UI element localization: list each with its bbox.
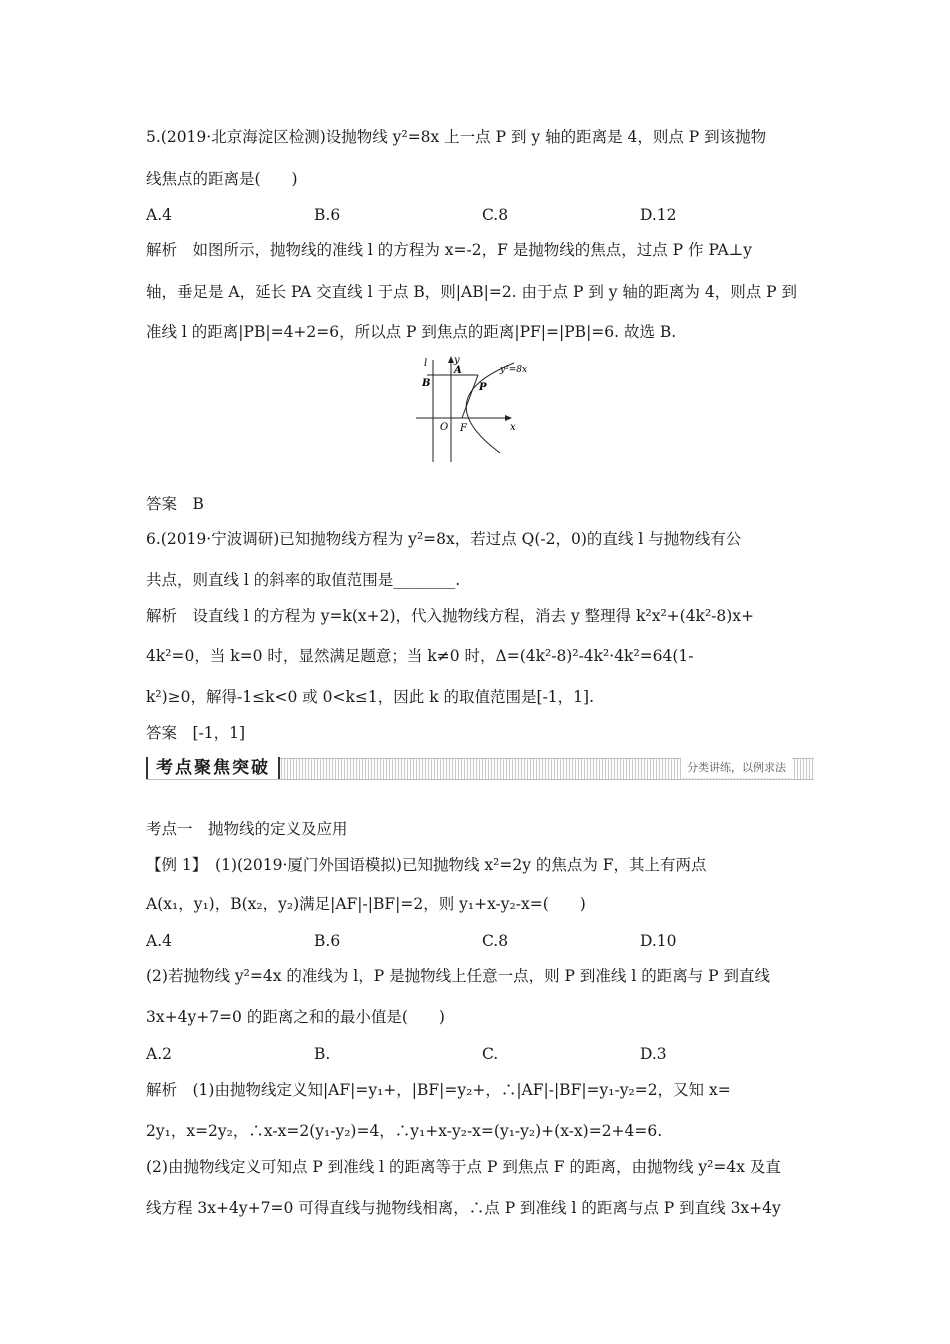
q5-stem-line-2: 线焦点的距离是( ) <box>146 170 298 188</box>
ex1-solution-line-2: 2y₁，x=2y₂，∴x-x=2(y₁-y₂)=4，∴y₁+x-y₂-x=(y₁-y₂)+(x-x)=2+4=6. <box>146 1122 663 1140</box>
section-heading: 考点一 抛物线的定义及应用 <box>146 820 348 838</box>
ex1-part2-option-d: D.3 <box>640 1045 667 1063</box>
q6-stem-line-1: 6.(2019·宁波调研)已知抛物线方程为 y²=8x，若过点 Q(-2，0)的直线 l 与抛物线有公 <box>146 530 742 548</box>
q5-option-b: B.6 <box>314 206 341 224</box>
q5-answer: 答案 B <box>146 495 204 513</box>
q5-option-a: A.4 <box>146 206 172 224</box>
banner-title: 考点聚焦突破 <box>146 757 280 779</box>
q5-stem-line-1: 5.(2019·北京海淀区检测)设抛物线 y²=8x 上一点 P 到 y 轴的距离是 4，则点 P 到该抛物 <box>146 128 767 146</box>
ex1-solution-line-4: 线方程 3x+4y+7=0 可得直线与抛物线相离，∴点 P 到准线 l 的距离与点 P 到直线 3x+4y <box>146 1199 781 1217</box>
ex1-part1-line-1: 【例 1】 (1)(2019·厦门外国语模拟)已知抛物线 x²=2y 的焦点为 F，其上有两点 <box>146 856 707 874</box>
q6-answer: 答案 [-1，1] <box>146 724 246 742</box>
ex1-solution-line-1: 解析 (1)由抛物线定义知|AF|=y₁+，|BF|=y₂+，∴|AF|-|BF|=y₁-y₂=2，又知 x= <box>146 1081 731 1099</box>
section-banner <box>146 758 814 780</box>
label-l: l <box>424 358 428 369</box>
q5-solution-line-3: 准线 l 的距离|PB|=4+2=6，所以点 P 到焦点的距离|PF|=|PB|=6. 故选 B. <box>146 323 677 341</box>
label-f: F <box>460 423 467 434</box>
ex1-part1-option-d: D.10 <box>640 932 677 950</box>
ex1-part1-option-a: A.4 <box>146 932 172 950</box>
q5-solution-line-2: 轴，垂足是 A，延长 PA 交直线 l 于点 B，则|AB|=2. 由于点 P 到 y 轴的距离为 4，则点 P 到 <box>146 283 798 301</box>
ex1-part2-option-a: A.2 <box>146 1045 172 1063</box>
ex1-part2-option-c: C. <box>482 1045 499 1063</box>
label-p: P <box>479 382 487 393</box>
q6-solution-line-1: 解析 设直线 l 的方程为 y=k(x+2)，代入抛物线方程，消去 y 整理得 k²x²+(4k²-8)x+ <box>146 607 755 625</box>
label-o: O <box>440 422 449 433</box>
q6-stem-line-2: 共点，则直线 l 的斜率的取值范围是________. <box>146 571 461 589</box>
ex1-part2-option-b: B. <box>314 1045 331 1063</box>
parabola-figure <box>410 352 550 464</box>
x-axis-arrow <box>505 415 512 421</box>
label-curve: y²=8x <box>500 365 528 375</box>
label-x: x <box>510 422 516 433</box>
label-a: A <box>454 365 462 376</box>
ex1-part1-option-c: C.8 <box>482 932 509 950</box>
ex1-part1-option-b: B.6 <box>314 932 341 950</box>
q5-solution-line-1: 解析 如图所示，抛物线的准线 l 的方程为 x=-2，F 是抛物线的焦点，过点 P 作 PA⊥y <box>146 241 752 259</box>
q5-option-d: D.12 <box>640 206 677 224</box>
label-y: y <box>454 355 460 366</box>
q6-solution-line-3: k²)≥0，解得-1≤k<0 或 0<k≤1，因此 k 的取值范围是[-1，1]. <box>146 688 595 706</box>
ex1-part2-line-2: 3x+4y+7=0 的距离之和的最小值是( ) <box>146 1008 445 1026</box>
segment-pf <box>462 375 478 418</box>
ex1-part1-line-2: A(x₁，y₁)，B(x₂，y₂)满足|AF|-|BF|=2，则 y₁+x-y₂-x=( ) <box>146 895 586 913</box>
label-b: B <box>422 378 431 389</box>
ex1-solution-line-3: (2)由抛物线定义可知点 P 到准线 l 的距离等于点 P 到焦点 F 的距离，由抛物线 y²=4x 及直 <box>146 1158 781 1176</box>
q5-option-c: C.8 <box>482 206 509 224</box>
banner-subtitle: 分类讲练，以例求法 <box>681 758 792 778</box>
parabola-curve <box>466 363 514 453</box>
ex1-part2-line-1: (2)若抛物线 y²=4x 的准线为 l，P 是抛物线上任意一点，则 P 到准线 l 的距离与 P 到直线 <box>146 967 770 985</box>
q6-solution-line-2: 4k²=0，当 k=0 时，显然满足题意；当 k≠0 时，Δ=(4k²-8)²-4k²·4k²=64(1- <box>146 647 694 665</box>
